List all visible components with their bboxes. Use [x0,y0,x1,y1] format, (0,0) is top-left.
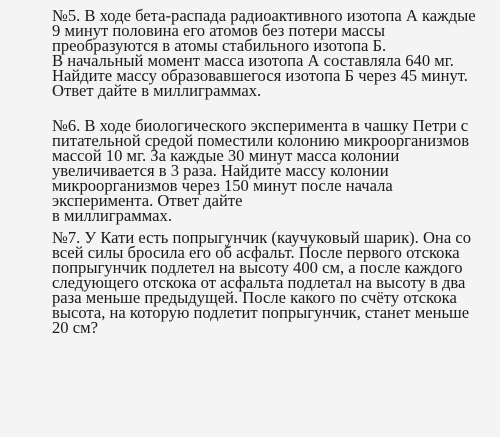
task-7-line: следующего отскока от асфальта подлетал на высоту в два [52,273,466,292]
task-7-line: всей силы бросила его об асфальт. После первого отскока [52,243,460,262]
task-7-line: высота, на которую подлетит попрыгунчик, станет меньше [52,303,470,322]
task-7-line: 20 см? [52,318,98,337]
task-6-line: эксперимента. Ответ дайте [52,191,243,210]
task-7-line: раза меньше предыдущей. После какого по счёту отскока [52,288,457,307]
task-6-line: массой 10 мг. За каждые 30 минут масса колонии [52,146,400,165]
task-5-line: преобразуются в атомы стабильного изотопа Б. [52,36,387,55]
spacer [52,98,480,118]
task-5 [52,8,480,98]
task-6-line: увеличивается в 3 раза. Найдите массу колонии [52,161,389,180]
task-5-line: В начальный момент масса изотопа А составляла 640 мг. [52,51,454,70]
task-6-line: №6. В ходе биологического эксперимента в чашку Петри с [52,116,469,135]
task-7 [52,230,480,335]
task-5-line: Ответ дайте в миллиграммах. [52,81,262,100]
task-7-line: №7. У Кати есть попрыгунчик (каучуковый шарик). Она со [52,228,471,247]
task-5-line: 9 минут половина его атомов без потери массы [52,21,386,40]
task-5-line: №5. В ходе бета-распада радиоактивного изотопа А каждые [52,6,476,25]
task-5-line: Найдите массу образовавшегося изотопа Б через 45 минут. [52,66,468,85]
task-6 [52,118,480,223]
task-7-line: попрыгунчик подлетел на высоту 400 см, а после каждого [52,258,463,277]
task-6-line: микроорганизмов через 150 минут после начала [52,176,393,195]
task-6-line: в миллиграммах. [52,206,172,225]
task-6-line: питательной средой поместили колонию микроорганизмов [52,131,470,150]
